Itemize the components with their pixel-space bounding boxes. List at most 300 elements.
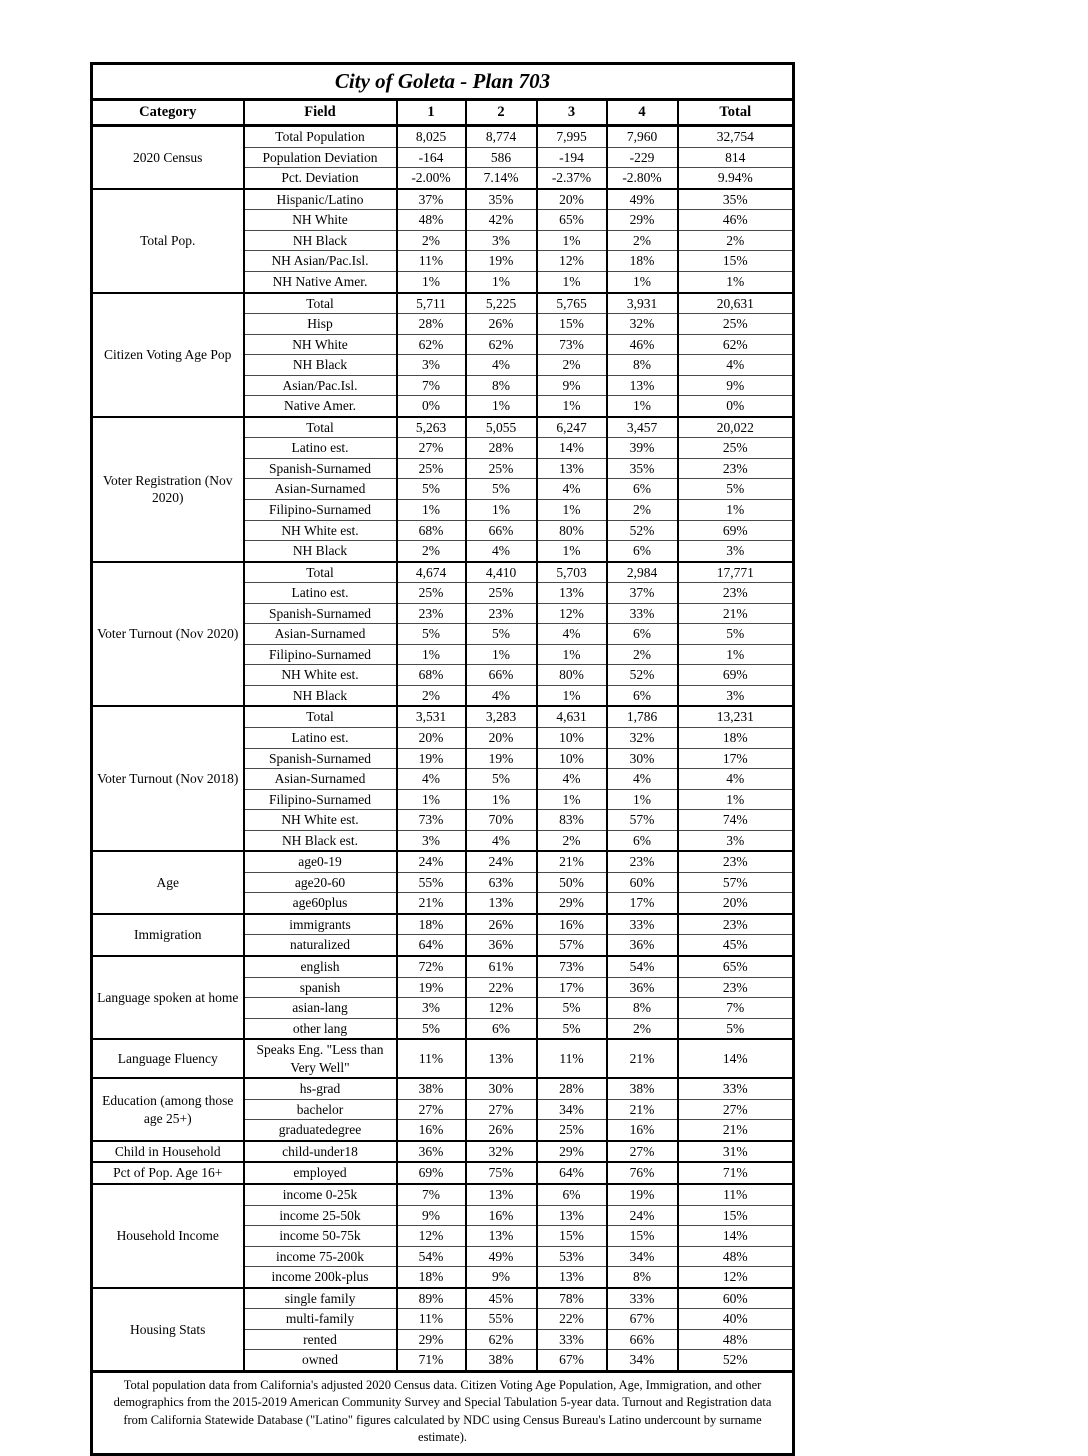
value-cell-2: 19% bbox=[466, 251, 537, 272]
field-cell: spanish bbox=[244, 977, 397, 998]
value-cell-1: 11% bbox=[397, 251, 466, 272]
value-cell-1: 2% bbox=[397, 685, 466, 706]
value-cell-1: 25% bbox=[397, 583, 466, 604]
value-cell-1: 64% bbox=[397, 935, 466, 956]
value-cell-4: 67% bbox=[607, 1309, 678, 1330]
value-cell-2: 25% bbox=[466, 583, 537, 604]
footnote: Total population data from California's adjusted 2020 Census data. Citizen Voting Age Population, Age, Immigration, and other demographics from the 2015-2019 American Community Survey and Special Tabulation 5-year data. Turnout and Registration data from California Statewide Database ("Latino" figures calculated by NDC using Census Bureau's Latino undercount by surname estimate). bbox=[92, 1371, 794, 1454]
value-cell-4: 35% bbox=[607, 458, 678, 479]
value-cell-3: 67% bbox=[537, 1350, 607, 1372]
value-cell-4: 54% bbox=[607, 956, 678, 977]
value-cell-1: 12% bbox=[397, 1226, 466, 1247]
value-cell-total: 60% bbox=[678, 1288, 794, 1309]
value-cell-1: 48% bbox=[397, 210, 466, 231]
table-row bbox=[92, 914, 794, 935]
field-cell: Filipino-Surnamed bbox=[244, 499, 397, 520]
value-cell-total: 23% bbox=[678, 458, 794, 479]
value-cell-2: 1% bbox=[466, 396, 537, 417]
category-cell-immigration: Immigration bbox=[92, 914, 244, 956]
value-cell-4: -229 bbox=[607, 147, 678, 168]
value-cell-4: 32% bbox=[607, 314, 678, 335]
value-cell-4: 21% bbox=[607, 1099, 678, 1120]
value-cell-1: 5% bbox=[397, 624, 466, 645]
field-cell: income 200k-plus bbox=[244, 1267, 397, 1288]
value-cell-1: 27% bbox=[397, 438, 466, 459]
value-cell-3: 6,247 bbox=[537, 417, 607, 438]
value-cell-4: 23% bbox=[607, 851, 678, 872]
value-cell-3: 17% bbox=[537, 977, 607, 998]
value-cell-total: 3% bbox=[678, 541, 794, 562]
value-cell-3: 80% bbox=[537, 520, 607, 541]
field-cell: NH Native Amer. bbox=[244, 271, 397, 292]
value-cell-2: 70% bbox=[466, 810, 537, 831]
value-cell-1: 29% bbox=[397, 1329, 466, 1350]
value-cell-total: 20,022 bbox=[678, 417, 794, 438]
value-cell-1: 3% bbox=[397, 355, 466, 376]
table-row bbox=[92, 1288, 794, 1309]
value-cell-1: 25% bbox=[397, 458, 466, 479]
value-cell-3: 2% bbox=[537, 830, 607, 851]
category-cell-voter-registration-nov-2020: Voter Registration (Nov 2020) bbox=[92, 417, 244, 562]
page-title: City of Goleta - Plan 703 bbox=[92, 64, 794, 100]
value-cell-1: 55% bbox=[397, 872, 466, 893]
value-cell-total: 9.94% bbox=[678, 168, 794, 189]
value-cell-4: 60% bbox=[607, 872, 678, 893]
footnote-row bbox=[92, 1371, 794, 1454]
field-cell: bachelor bbox=[244, 1099, 397, 1120]
value-cell-2: 4% bbox=[466, 830, 537, 851]
value-cell-2: 4% bbox=[466, 685, 537, 706]
value-cell-total: 17,771 bbox=[678, 562, 794, 583]
value-cell-total: 48% bbox=[678, 1329, 794, 1350]
value-cell-total: 45% bbox=[678, 935, 794, 956]
value-cell-total: 13,231 bbox=[678, 706, 794, 727]
column-header-1: 1 bbox=[397, 100, 466, 126]
table-title-row bbox=[92, 64, 794, 100]
value-cell-3: 34% bbox=[537, 1099, 607, 1120]
value-cell-2: 36% bbox=[466, 935, 537, 956]
table-row bbox=[92, 189, 794, 210]
value-cell-1: 1% bbox=[397, 271, 466, 292]
value-cell-4: 33% bbox=[607, 603, 678, 624]
value-cell-1: 89% bbox=[397, 1288, 466, 1309]
value-cell-4: 52% bbox=[607, 520, 678, 541]
value-cell-total: 62% bbox=[678, 334, 794, 355]
value-cell-2: 6% bbox=[466, 1018, 537, 1039]
value-cell-total: 71% bbox=[678, 1162, 794, 1184]
value-cell-total: 25% bbox=[678, 314, 794, 335]
value-cell-1: 36% bbox=[397, 1141, 466, 1163]
value-cell-4: 6% bbox=[607, 624, 678, 645]
value-cell-1: 1% bbox=[397, 499, 466, 520]
value-cell-total: 5% bbox=[678, 624, 794, 645]
field-cell: Latino est. bbox=[244, 728, 397, 749]
value-cell-total: 1% bbox=[678, 271, 794, 292]
value-cell-1: 69% bbox=[397, 1162, 466, 1184]
value-cell-total: 46% bbox=[678, 210, 794, 231]
value-cell-total: 65% bbox=[678, 956, 794, 977]
table-row bbox=[92, 706, 794, 727]
value-cell-1: 18% bbox=[397, 914, 466, 935]
value-cell-4: 37% bbox=[607, 583, 678, 604]
value-cell-2: 19% bbox=[466, 748, 537, 769]
value-cell-1: 19% bbox=[397, 748, 466, 769]
value-cell-total: 69% bbox=[678, 665, 794, 686]
table-row bbox=[92, 956, 794, 977]
table-row bbox=[92, 851, 794, 872]
category-cell-household-income: Household Income bbox=[92, 1184, 244, 1288]
value-cell-2: 5% bbox=[466, 624, 537, 645]
value-cell-4: 1% bbox=[607, 396, 678, 417]
value-cell-3: 12% bbox=[537, 251, 607, 272]
value-cell-4: 52% bbox=[607, 665, 678, 686]
value-cell-3: 15% bbox=[537, 1226, 607, 1247]
value-cell-1: 20% bbox=[397, 728, 466, 749]
value-cell-3: 10% bbox=[537, 728, 607, 749]
value-cell-1: 5,263 bbox=[397, 417, 466, 438]
value-cell-total: 5% bbox=[678, 1018, 794, 1039]
value-cell-3: 16% bbox=[537, 914, 607, 935]
field-cell: income 75-200k bbox=[244, 1246, 397, 1267]
field-cell: NH Black bbox=[244, 355, 397, 376]
value-cell-total: 5% bbox=[678, 479, 794, 500]
value-cell-3: 10% bbox=[537, 748, 607, 769]
value-cell-2: 26% bbox=[466, 914, 537, 935]
value-cell-1: 1% bbox=[397, 644, 466, 665]
value-cell-4: 3,457 bbox=[607, 417, 678, 438]
value-cell-1: 72% bbox=[397, 956, 466, 977]
value-cell-2: 4% bbox=[466, 355, 537, 376]
value-cell-total: 32,754 bbox=[678, 126, 794, 148]
value-cell-4: 7,960 bbox=[607, 126, 678, 148]
field-cell: NH White est. bbox=[244, 665, 397, 686]
field-cell: Total bbox=[244, 706, 397, 727]
value-cell-3: 14% bbox=[537, 438, 607, 459]
value-cell-4: 33% bbox=[607, 914, 678, 935]
value-cell-4: 6% bbox=[607, 541, 678, 562]
field-cell: Pct. Deviation bbox=[244, 168, 397, 189]
value-cell-2: 62% bbox=[466, 334, 537, 355]
value-cell-1: 3,531 bbox=[397, 706, 466, 727]
value-cell-4: 27% bbox=[607, 1141, 678, 1163]
value-cell-2: 5,225 bbox=[466, 293, 537, 314]
value-cell-4: 57% bbox=[607, 810, 678, 831]
value-cell-4: 18% bbox=[607, 251, 678, 272]
category-cell-voter-turnout-nov-2018: Voter Turnout (Nov 2018) bbox=[92, 706, 244, 851]
value-cell-1: 38% bbox=[397, 1078, 466, 1099]
field-cell: NH White bbox=[244, 334, 397, 355]
value-cell-1: 21% bbox=[397, 893, 466, 914]
value-cell-4: 21% bbox=[607, 1039, 678, 1078]
value-cell-2: 63% bbox=[466, 872, 537, 893]
value-cell-total: 20% bbox=[678, 893, 794, 914]
value-cell-total: 57% bbox=[678, 872, 794, 893]
table-body bbox=[92, 126, 794, 1372]
value-cell-2: 30% bbox=[466, 1078, 537, 1099]
value-cell-2: 4% bbox=[466, 541, 537, 562]
table-row bbox=[92, 1184, 794, 1205]
column-header-total: Total bbox=[678, 100, 794, 126]
field-cell: rented bbox=[244, 1329, 397, 1350]
value-cell-4: 36% bbox=[607, 935, 678, 956]
value-cell-3: 4% bbox=[537, 624, 607, 645]
value-cell-4: 32% bbox=[607, 728, 678, 749]
value-cell-total: 21% bbox=[678, 603, 794, 624]
value-cell-3: 2% bbox=[537, 355, 607, 376]
value-cell-2: 26% bbox=[466, 314, 537, 335]
table-row bbox=[92, 562, 794, 583]
value-cell-4: 17% bbox=[607, 893, 678, 914]
table-row bbox=[92, 1141, 794, 1163]
field-cell: NH Black est. bbox=[244, 830, 397, 851]
category-cell-pct-of-pop-age-16: Pct of Pop. Age 16+ bbox=[92, 1162, 244, 1184]
value-cell-1: 11% bbox=[397, 1039, 466, 1078]
value-cell-3: 4% bbox=[537, 479, 607, 500]
value-cell-1: 4,674 bbox=[397, 562, 466, 583]
value-cell-3: 73% bbox=[537, 956, 607, 977]
category-cell-total-pop: Total Pop. bbox=[92, 189, 244, 293]
value-cell-4: 29% bbox=[607, 210, 678, 231]
value-cell-4: 13% bbox=[607, 375, 678, 396]
value-cell-1: 18% bbox=[397, 1267, 466, 1288]
value-cell-3: 4% bbox=[537, 769, 607, 790]
field-cell: income 0-25k bbox=[244, 1184, 397, 1205]
value-cell-2: 8,774 bbox=[466, 126, 537, 148]
field-cell: Asian/Pac.Isl. bbox=[244, 375, 397, 396]
value-cell-3: 33% bbox=[537, 1329, 607, 1350]
value-cell-4: 66% bbox=[607, 1329, 678, 1350]
value-cell-4: 15% bbox=[607, 1226, 678, 1247]
value-cell-2: 25% bbox=[466, 458, 537, 479]
value-cell-1: 5% bbox=[397, 479, 466, 500]
value-cell-1: 7% bbox=[397, 375, 466, 396]
field-cell: Latino est. bbox=[244, 583, 397, 604]
value-cell-2: 35% bbox=[466, 189, 537, 210]
value-cell-4: 34% bbox=[607, 1246, 678, 1267]
value-cell-total: 814 bbox=[678, 147, 794, 168]
value-cell-4: 2% bbox=[607, 499, 678, 520]
value-cell-total: 40% bbox=[678, 1309, 794, 1330]
category-cell-education-among-those-age-25: Education (among those age 25+) bbox=[92, 1078, 244, 1141]
category-cell-voter-turnout-nov-2020: Voter Turnout (Nov 2020) bbox=[92, 562, 244, 707]
field-cell: Hispanic/Latino bbox=[244, 189, 397, 210]
value-cell-2: 3% bbox=[466, 230, 537, 251]
value-cell-2: 12% bbox=[466, 998, 537, 1019]
value-cell-4: 33% bbox=[607, 1288, 678, 1309]
column-header-category: Category bbox=[92, 100, 244, 126]
value-cell-2: 75% bbox=[466, 1162, 537, 1184]
value-cell-2: 42% bbox=[466, 210, 537, 231]
value-cell-3: 5,703 bbox=[537, 562, 607, 583]
value-cell-3: 4,631 bbox=[537, 706, 607, 727]
value-cell-total: 14% bbox=[678, 1226, 794, 1247]
value-cell-1: 16% bbox=[397, 1120, 466, 1141]
field-cell: Hisp bbox=[244, 314, 397, 335]
table-row bbox=[92, 1078, 794, 1099]
value-cell-total: 3% bbox=[678, 830, 794, 851]
field-cell: hs-grad bbox=[244, 1078, 397, 1099]
value-cell-3: 1% bbox=[537, 541, 607, 562]
value-cell-2: 586 bbox=[466, 147, 537, 168]
field-cell: single family bbox=[244, 1288, 397, 1309]
value-cell-total: 2% bbox=[678, 230, 794, 251]
field-cell: asian-lang bbox=[244, 998, 397, 1019]
value-cell-total: 25% bbox=[678, 438, 794, 459]
value-cell-total: 23% bbox=[678, 977, 794, 998]
value-cell-4: 2,984 bbox=[607, 562, 678, 583]
value-cell-total: 35% bbox=[678, 189, 794, 210]
value-cell-1: 19% bbox=[397, 977, 466, 998]
value-cell-3: 20% bbox=[537, 189, 607, 210]
value-cell-total: 12% bbox=[678, 1267, 794, 1288]
value-cell-1: 2% bbox=[397, 230, 466, 251]
field-cell: income 25-50k bbox=[244, 1205, 397, 1226]
value-cell-3: 50% bbox=[537, 872, 607, 893]
value-cell-2: 23% bbox=[466, 603, 537, 624]
table-row bbox=[92, 293, 794, 314]
value-cell-total: 48% bbox=[678, 1246, 794, 1267]
value-cell-4: 1,786 bbox=[607, 706, 678, 727]
value-cell-total: 23% bbox=[678, 583, 794, 604]
table-row bbox=[92, 1039, 794, 1078]
value-cell-3: 65% bbox=[537, 210, 607, 231]
value-cell-4: 2% bbox=[607, 644, 678, 665]
value-cell-total: 1% bbox=[678, 789, 794, 810]
value-cell-4: 2% bbox=[607, 1018, 678, 1039]
value-cell-2: 1% bbox=[466, 789, 537, 810]
category-cell-child-in-household: Child in Household bbox=[92, 1141, 244, 1163]
value-cell-4: 1% bbox=[607, 789, 678, 810]
value-cell-total: 1% bbox=[678, 499, 794, 520]
value-cell-3: 78% bbox=[537, 1288, 607, 1309]
value-cell-2: 38% bbox=[466, 1350, 537, 1372]
field-cell: employed bbox=[244, 1162, 397, 1184]
field-cell: other lang bbox=[244, 1018, 397, 1039]
value-cell-total: 31% bbox=[678, 1141, 794, 1163]
field-cell: graduatedegree bbox=[244, 1120, 397, 1141]
value-cell-4: 2% bbox=[607, 230, 678, 251]
value-cell-4: 1% bbox=[607, 271, 678, 292]
value-cell-2: 4,410 bbox=[466, 562, 537, 583]
value-cell-2: 66% bbox=[466, 665, 537, 686]
field-cell: Asian-Surnamed bbox=[244, 769, 397, 790]
value-cell-4: 76% bbox=[607, 1162, 678, 1184]
value-cell-2: 3,283 bbox=[466, 706, 537, 727]
value-cell-2: 20% bbox=[466, 728, 537, 749]
value-cell-total: 4% bbox=[678, 355, 794, 376]
value-cell-1: 11% bbox=[397, 1309, 466, 1330]
value-cell-1: 1% bbox=[397, 789, 466, 810]
value-cell-3: 1% bbox=[537, 499, 607, 520]
field-cell: immigrants bbox=[244, 914, 397, 935]
value-cell-3: 28% bbox=[537, 1078, 607, 1099]
value-cell-total: 20,631 bbox=[678, 293, 794, 314]
value-cell-1: -2.00% bbox=[397, 168, 466, 189]
value-cell-2: 1% bbox=[466, 644, 537, 665]
value-cell-1: 37% bbox=[397, 189, 466, 210]
field-cell: NH Black bbox=[244, 541, 397, 562]
value-cell-3: 1% bbox=[537, 230, 607, 251]
value-cell-2: 13% bbox=[466, 1039, 537, 1078]
value-cell-total: 15% bbox=[678, 251, 794, 272]
field-cell: NH White bbox=[244, 210, 397, 231]
value-cell-1: 9% bbox=[397, 1205, 466, 1226]
field-cell: Latino est. bbox=[244, 438, 397, 459]
value-cell-4: 24% bbox=[607, 1205, 678, 1226]
value-cell-2: 5,055 bbox=[466, 417, 537, 438]
value-cell-2: 32% bbox=[466, 1141, 537, 1163]
value-cell-1: 68% bbox=[397, 520, 466, 541]
value-cell-3: 64% bbox=[537, 1162, 607, 1184]
field-cell: Spanish-Surnamed bbox=[244, 603, 397, 624]
field-cell: age20-60 bbox=[244, 872, 397, 893]
field-cell: multi-family bbox=[244, 1309, 397, 1330]
category-cell-2020-census: 2020 Census bbox=[92, 126, 244, 189]
value-cell-3: 13% bbox=[537, 1267, 607, 1288]
value-cell-total: 17% bbox=[678, 748, 794, 769]
value-cell-2: 13% bbox=[466, 1184, 537, 1205]
value-cell-3: 29% bbox=[537, 893, 607, 914]
table-row bbox=[92, 1162, 794, 1184]
value-cell-2: 49% bbox=[466, 1246, 537, 1267]
category-cell-language-spoken-at-home: Language spoken at home bbox=[92, 956, 244, 1039]
value-cell-total: 0% bbox=[678, 396, 794, 417]
value-cell-3: 1% bbox=[537, 396, 607, 417]
value-cell-4: 19% bbox=[607, 1184, 678, 1205]
value-cell-1: 3% bbox=[397, 998, 466, 1019]
value-cell-4: 49% bbox=[607, 189, 678, 210]
value-cell-2: 7.14% bbox=[466, 168, 537, 189]
value-cell-4: 16% bbox=[607, 1120, 678, 1141]
value-cell-2: 27% bbox=[466, 1099, 537, 1120]
value-cell-1: 24% bbox=[397, 851, 466, 872]
category-cell-citizen-voting-age-pop: Citizen Voting Age Pop bbox=[92, 293, 244, 417]
value-cell-total: 18% bbox=[678, 728, 794, 749]
value-cell-4: 39% bbox=[607, 438, 678, 459]
value-cell-3: 5% bbox=[537, 1018, 607, 1039]
field-cell: NH White est. bbox=[244, 810, 397, 831]
value-cell-total: 14% bbox=[678, 1039, 794, 1078]
value-cell-2: 13% bbox=[466, 893, 537, 914]
value-cell-2: 61% bbox=[466, 956, 537, 977]
category-cell-housing-stats: Housing Stats bbox=[92, 1288, 244, 1372]
field-cell: Asian-Surnamed bbox=[244, 624, 397, 645]
field-cell: NH Black bbox=[244, 230, 397, 251]
value-cell-1: 0% bbox=[397, 396, 466, 417]
value-cell-3: 9% bbox=[537, 375, 607, 396]
column-header-2: 2 bbox=[466, 100, 537, 126]
value-cell-3: 6% bbox=[537, 1184, 607, 1205]
field-cell: naturalized bbox=[244, 935, 397, 956]
value-cell-1: 23% bbox=[397, 603, 466, 624]
value-cell-4: 46% bbox=[607, 334, 678, 355]
value-cell-4: 6% bbox=[607, 479, 678, 500]
field-cell: NH Asian/Pac.Isl. bbox=[244, 251, 397, 272]
value-cell-3: 22% bbox=[537, 1309, 607, 1330]
field-cell: english bbox=[244, 956, 397, 977]
value-cell-total: 33% bbox=[678, 1078, 794, 1099]
demographics-table bbox=[90, 62, 795, 1456]
value-cell-2: 26% bbox=[466, 1120, 537, 1141]
value-cell-2: 62% bbox=[466, 1329, 537, 1350]
field-cell: Total bbox=[244, 562, 397, 583]
value-cell-3: 1% bbox=[537, 644, 607, 665]
field-cell: owned bbox=[244, 1350, 397, 1372]
value-cell-3: 57% bbox=[537, 935, 607, 956]
value-cell-3: 80% bbox=[537, 665, 607, 686]
value-cell-3: 21% bbox=[537, 851, 607, 872]
value-cell-4: 34% bbox=[607, 1350, 678, 1372]
